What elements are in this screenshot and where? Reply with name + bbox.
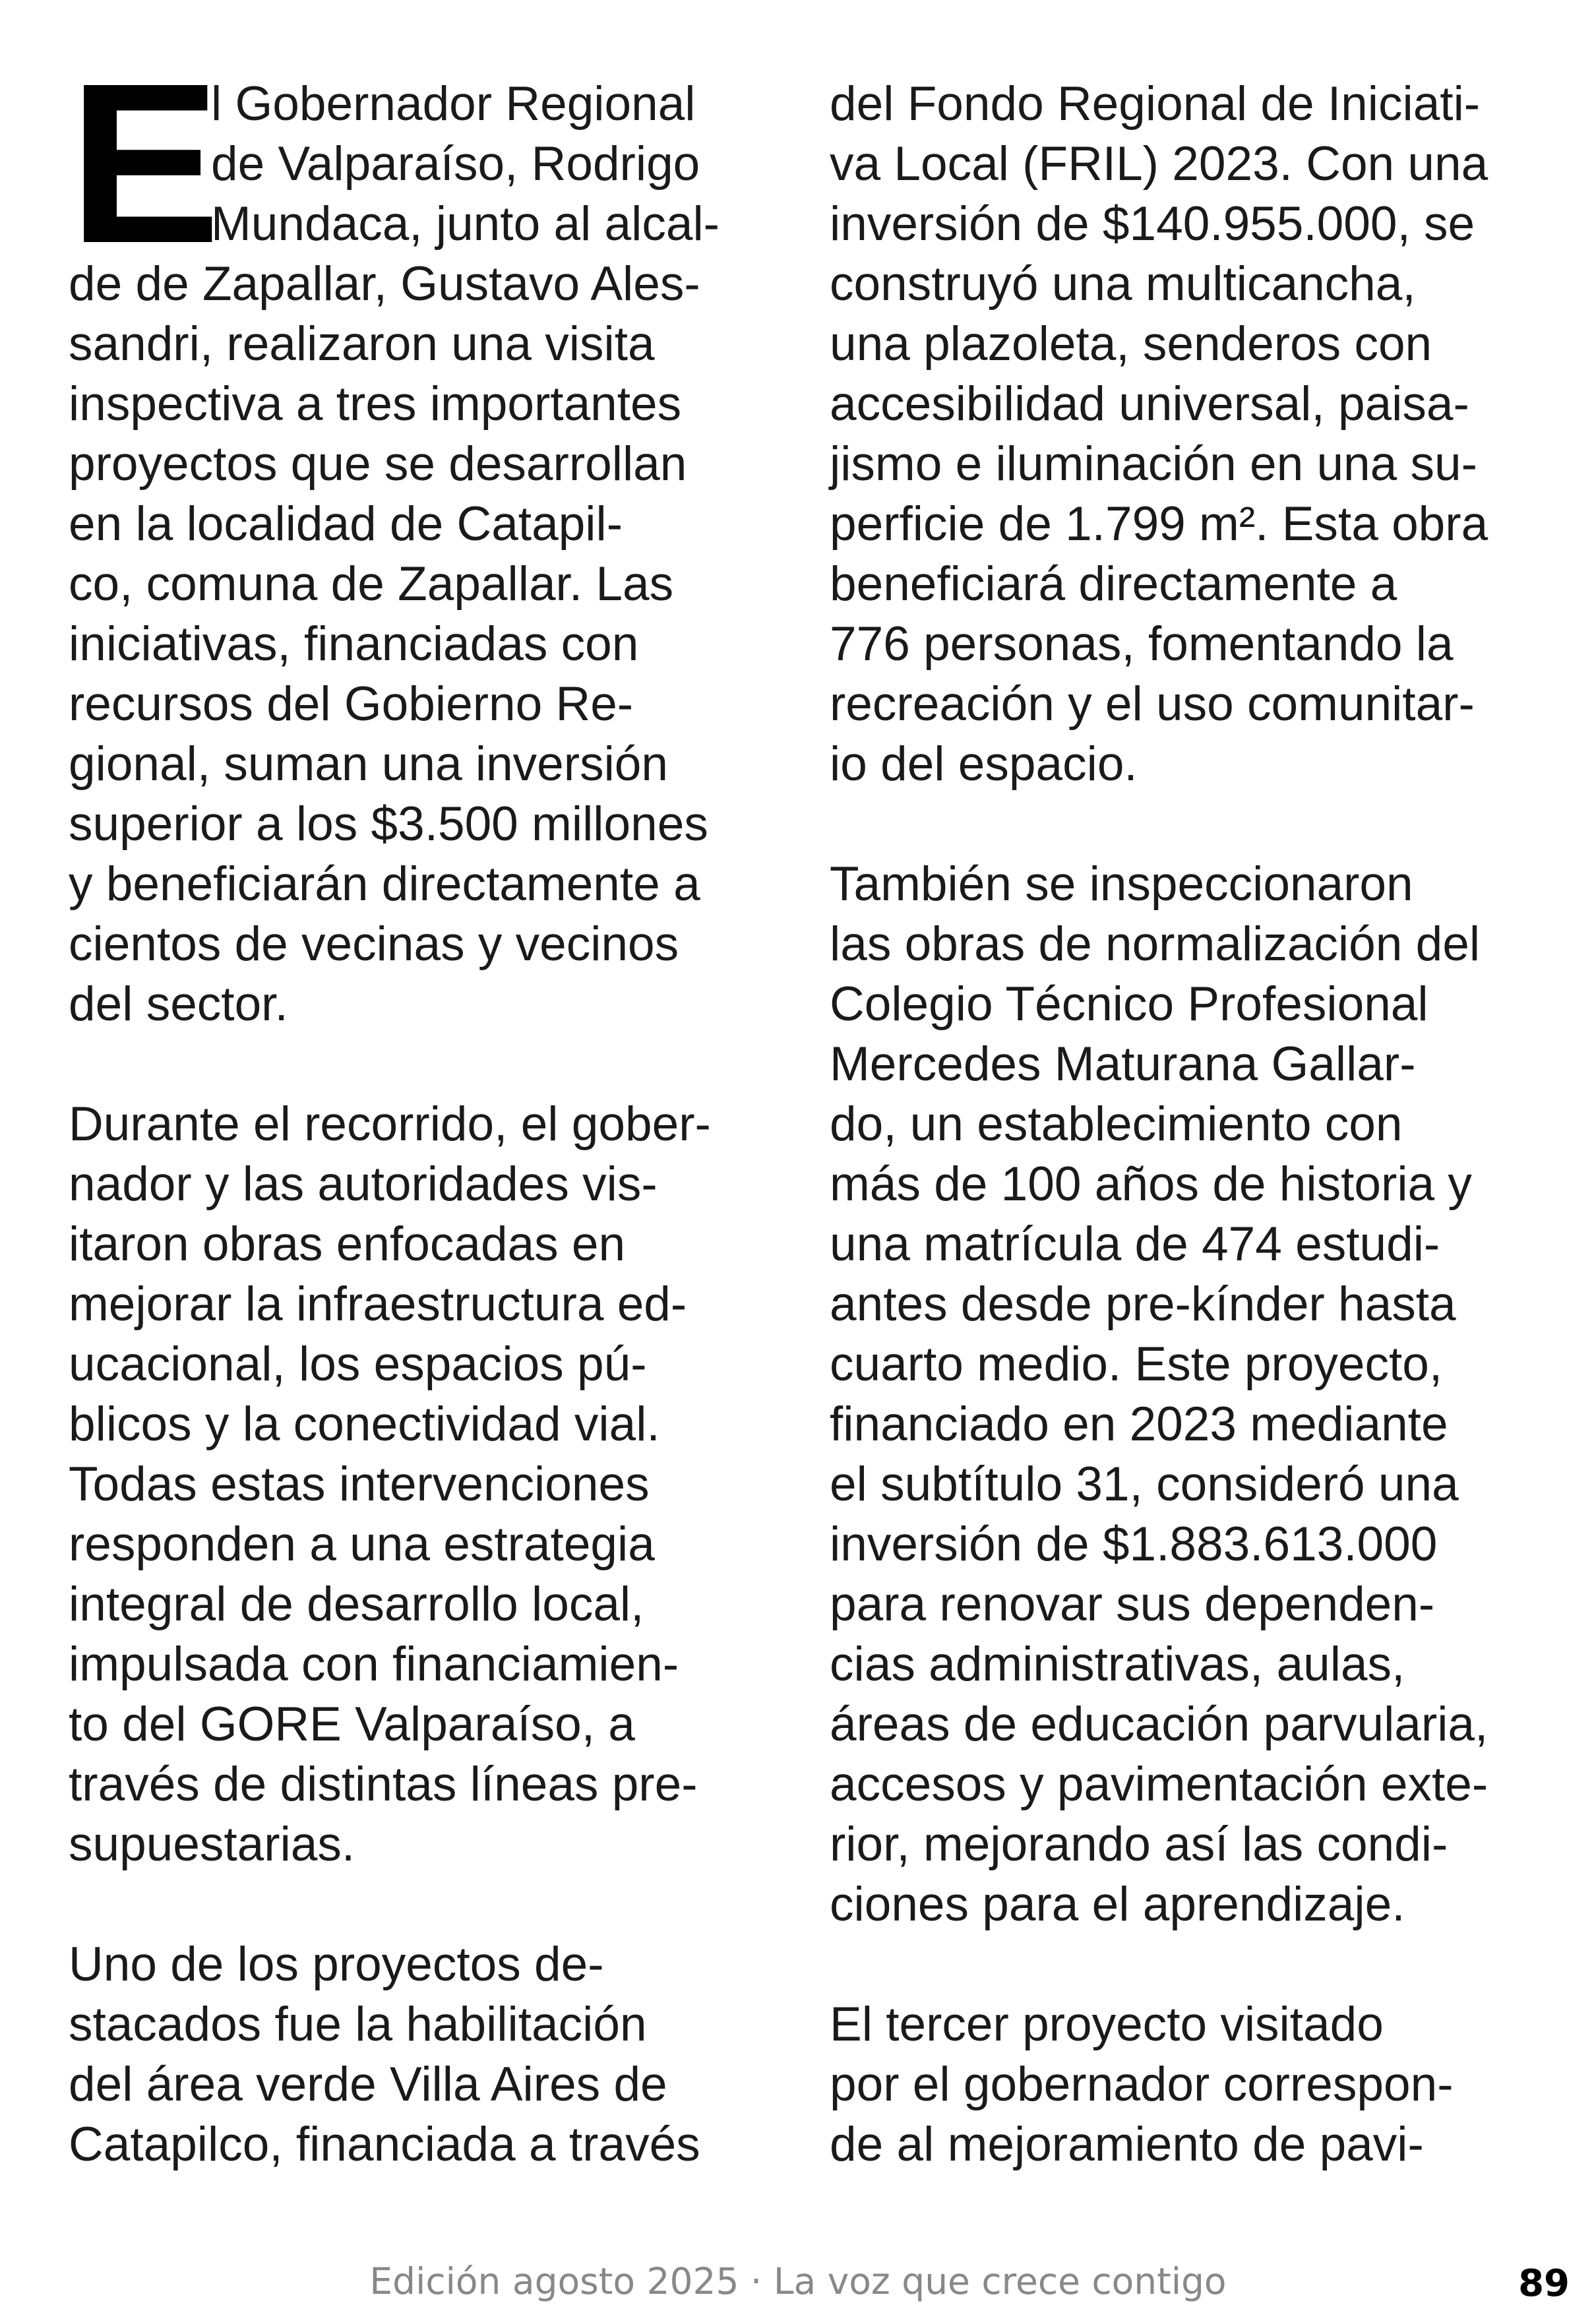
text-line: del área verde Villa Aires de [69,2058,667,2111]
text-line: impulsada con financiamien- [69,1638,679,1691]
text-line: perficie de 1.799 m². Esta obra [830,497,1489,551]
text-line: proyectos que se desarrollan [69,437,687,491]
text-line: cias administrativas, aulas, [830,1638,1405,1691]
text-line: l Gobernador Regional [211,77,696,131]
text-line: Todas estas intervenciones [69,1458,650,1511]
text-line: más de 100 años de historia y [830,1157,1472,1211]
left-column-text [69,36,768,2174]
text-line: en la localidad de Catapil- [69,497,623,551]
text-line: También se inspeccionaron [830,857,1413,911]
text-line: y beneficiarán directamente a [69,857,700,911]
text-line: co, comuna de Zapallar. Las [69,557,674,611]
dropcap-letter: E [69,36,221,291]
text-line: antes desde pre-kínder hasta [830,1277,1456,1331]
article-column-right [830,74,1542,2174]
text-line: superior a los $3.500 millones [69,797,708,851]
text-line: el subtítulo 31, consideró una [830,1458,1459,1511]
text-line: inversión de $140.955.000, se [830,197,1475,251]
text-line: cientos de vecinas y vecinos [69,917,679,971]
text-line: va Local (FRIL) 2023. Con una [830,137,1489,191]
text-line: construyó una multicancha, [830,257,1416,311]
text-line: cuarto medio. Este proyecto, [830,1338,1443,1391]
text-line: las obras de normalización del [830,917,1481,971]
text-line: do, un establecimiento con [830,1097,1403,1151]
text-line: Colegio Técnico Profesional [830,977,1428,1031]
text-line: 776 personas, fomentando la [830,617,1454,671]
text-line: recursos del Gobierno Re- [69,677,634,731]
text-line: iniciativas, financiadas con [69,617,639,671]
text-line: inspectiva a tres importantes [69,377,682,431]
text-line: de Valparaíso, Rodrigo [211,137,700,191]
text-line: Uno de los proyectos de- [69,1938,604,1991]
text-line: inversión de $1.883.613.000 [830,1518,1438,1571]
paragraph-gap [69,1034,768,1094]
text-line: ciones para el aprendizaje. [830,1878,1405,1931]
text-line: para renovar sus dependen- [830,1578,1435,1631]
text-line: través de distintas líneas pre- [69,1758,698,1811]
article-column-left [69,36,768,2174]
text-line: integral de desarrollo local, [69,1578,644,1631]
text-line: de de Zapallar, Gustavo Ales- [69,257,700,311]
text-line: El tercer proyecto visitado [830,1998,1384,2051]
text-line: del sector. [69,977,288,1031]
footer-edition: Edición agosto 2025 · La voz que crece contigo [369,2260,1227,2302]
text-line: Catapilco, financiada a través [69,2118,700,2171]
text-line: gional, suman una inversión [69,737,669,791]
text-line: recreación y el uso comunitar- [830,677,1475,731]
text-line: io del espacio. [830,737,1138,791]
text-line: to del GORE Valparaíso, a [69,1698,635,1751]
paragraph-gap [830,794,1542,854]
text-line: stacados fue la habilitación [69,1998,647,2051]
paragraph-gap [69,1874,768,1934]
text-line: Durante el recorrido, el gober- [69,1097,711,1151]
paragraph-gap [830,1934,1542,1994]
text-line: accesos y pavimentación exte- [830,1758,1489,1811]
text-line: áreas de educación parvularia, [830,1698,1489,1751]
right-column-text [830,74,1542,2174]
text-line: jismo e iluminación en una su- [830,437,1477,491]
text-line: una matrícula de 474 estudi- [830,1217,1440,1271]
page-number: 89 [1518,2262,1570,2305]
text-line: supuestarias. [69,1818,355,1871]
text-line: beneficiará directamente a [830,557,1397,611]
text-line: nador y las autoridades vis- [69,1157,658,1211]
text-line: accesibilidad universal, paisa- [830,377,1469,431]
text-line: responden a una estrategia [69,1518,655,1571]
text-line: itaron obras enfocadas en [69,1217,626,1271]
text-line: mejorar la infraestructura ed- [69,1277,687,1331]
text-line: rior, mejorando así las condi- [830,1818,1448,1871]
text-line: del Fondo Regional de Iniciati- [830,77,1481,131]
text-line: una plazoleta, senderos con [830,317,1432,371]
text-line: por el gobernador correspon- [830,2058,1454,2111]
text-line: sandri, realizaron una visita [69,317,655,371]
text-line: ucacional, los espacios pú- [69,1338,647,1391]
text-line: blicos y la conectividad vial. [69,1398,660,1451]
text-line: Mundaca, junto al alcal- [211,197,720,251]
text-line: de al mejoramiento de pavi- [830,2118,1424,2171]
text-line: Mercedes Maturana Gallar- [830,1037,1416,1091]
text-line: financiado en 2023 mediante [830,1398,1448,1451]
